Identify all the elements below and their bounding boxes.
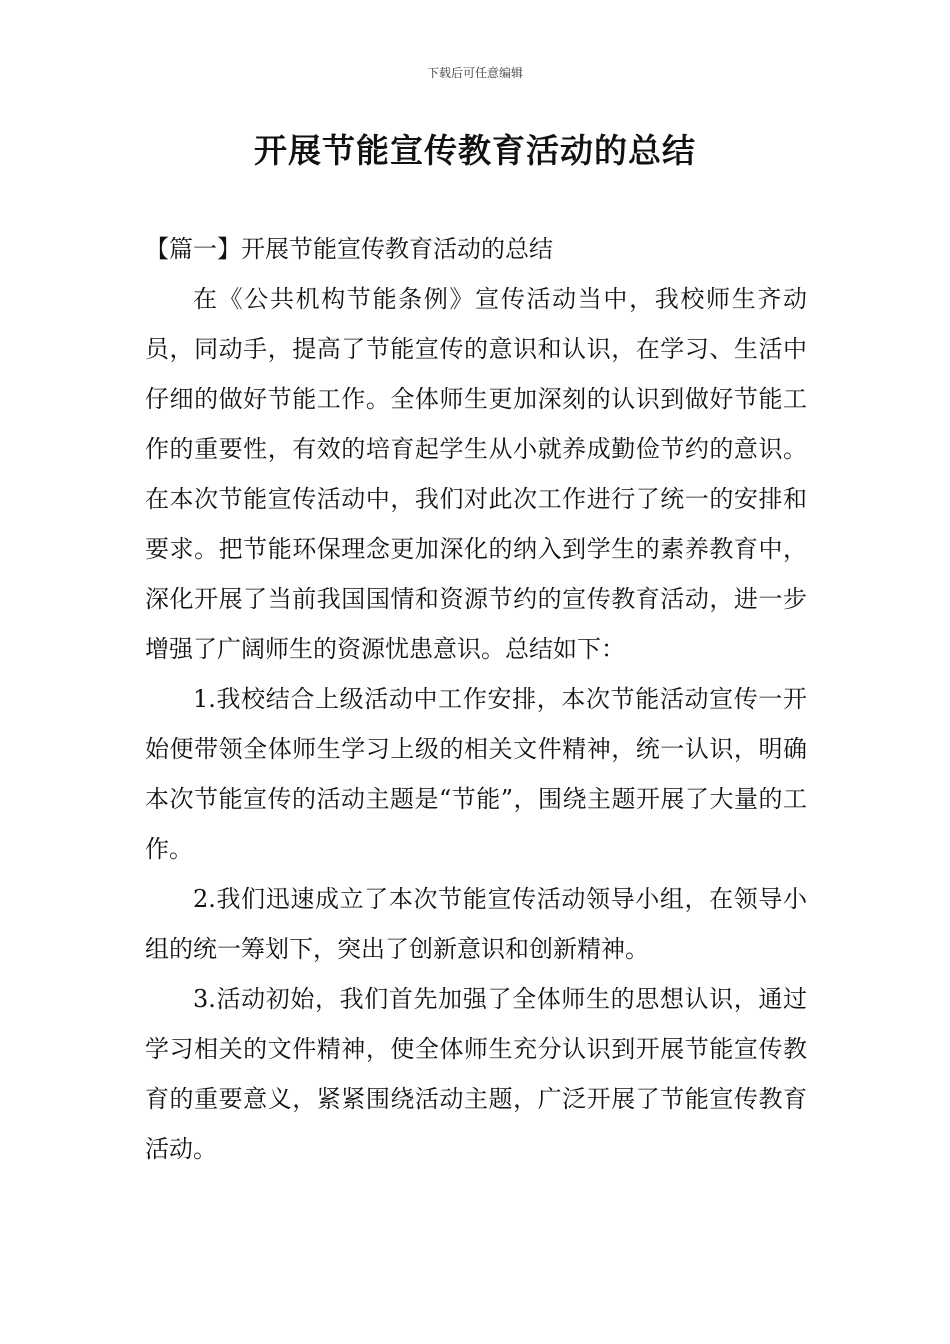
document-body	[145, 224, 807, 1174]
paragraph-item-3: 3.活动初始，我们首先加强了全体师生的思想认识，通过学习相关的文件精神，使全体师生充分认识到开展节能宣传教育的重要意义，紧紧围绕活动主题，广泛开展了节能宣传教育活动。	[145, 985, 807, 1163]
section-heading: 【篇一】开展节能宣传教育活动的总结	[145, 235, 553, 263]
paragraph-item-2: 2.我们迅速成立了本次节能宣传活动领导小组，在领导小组的统一筹划下，突出了创新意识和创新精神。	[145, 885, 807, 963]
paragraph-intro: 在《公共机构节能条例》宣传活动当中，我校师生齐动员，同动手，提高了节能宣传的意识和认识，在学习、生活中仔细的做好节能工作。全体师生更加深刻的认识到做好节能工作的重要性，有效的培育起学生从小就养成勤俭节约的意识。在本次节能宣传活动中，我们对此次工作进行了统一的安排和要求。把节能环保理念更加深化的纳入到学生的素养教育中，深化开展了当前我国国情和资源节约的宣传教育活动，进一步增强了广阔师生的资源忧患意识。总结如下：	[145, 285, 807, 663]
paragraph-item-1: 1.我校结合上级活动中工作安排，本次节能活动宣传一开始便带领全体师生学习上级的相关文件精神，统一认识，明确本次节能宣传的活动主题是“节能”，围绕主题开展了大量的工作。	[145, 685, 807, 863]
document-title: 开展节能宣传教育活动的总结	[254, 131, 696, 170]
header-note: 下载后可任意编辑	[426, 66, 523, 80]
